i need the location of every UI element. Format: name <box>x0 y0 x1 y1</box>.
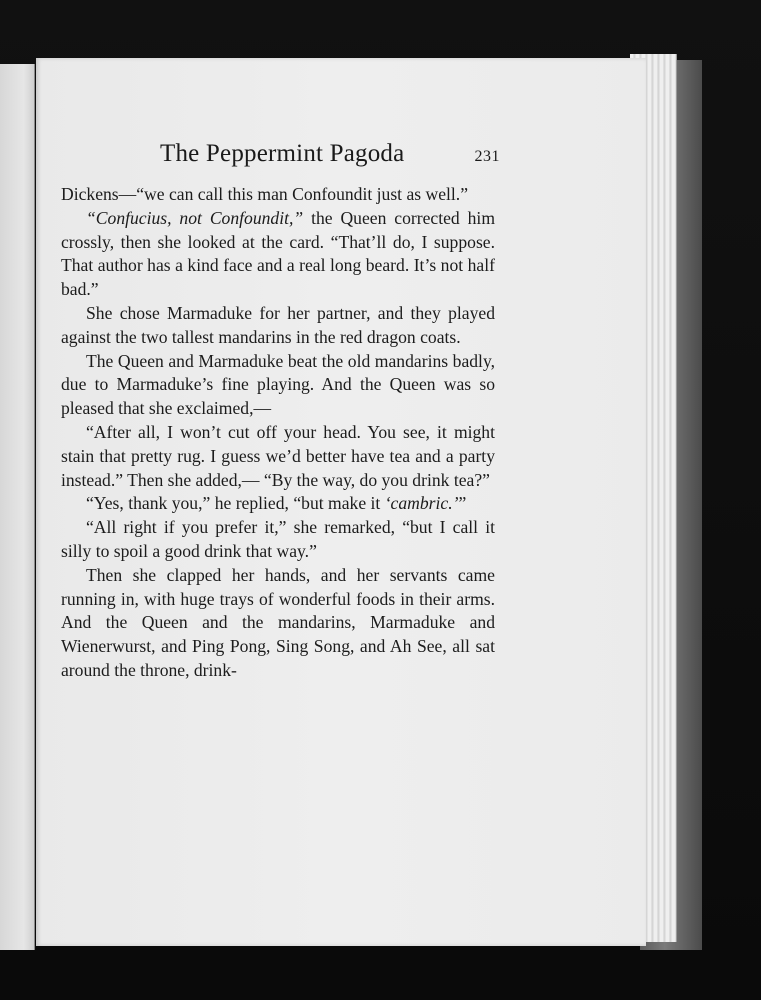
paragraph <box>61 516 495 564</box>
paragraph <box>61 302 495 350</box>
paragraph <box>61 350 495 421</box>
text-run: “Yes, thank you,” he replied, “but make it <box>86 493 385 514</box>
text-run: “After all, I won’t cut off your head. You see, it might stain that pretty rug. I guess we’d better have tea and a party instead.” Then she added,— “By the way, do you drink tea?” <box>61 421 495 490</box>
text-run: The Queen and Marmaduke beat the old mandarins badly, due to Marmaduke’s fine playing. And the Queen was so pleased that she exclaimed,— <box>61 350 495 419</box>
text-run: Then she clapped her hands, and her servants came running in, with huge trays of wonderful foods in their arms. And the Queen and the mandarins, Marmaduke and Wienerwurst, and Ping Pong, Sing Song, and Ah See, all sat around the throne, drink- <box>61 564 495 680</box>
italic-text-run: ‘cambric.’ <box>384 493 459 514</box>
facing-page-edge <box>0 64 35 950</box>
paragraph <box>61 207 495 302</box>
text-run: the Queen corrected him crossly, then she looked at the card. “That’ll do, I suppose. That author has a kind face and a real long beard. It’s not half bad.” <box>61 207 495 300</box>
paragraph <box>61 492 495 516</box>
italic-text-run: “Confucius, not Confoundit,” <box>86 207 304 228</box>
page-header <box>160 140 500 180</box>
text-run: She chose Marmaduke for her partner, and they played against the two tallest mandarins in the red dragon coats. <box>61 302 495 347</box>
body-text <box>61 183 495 683</box>
text-run: “All right if you prefer it,” she remarked, “but I call it silly to spoil a good drink that way.” <box>61 517 495 561</box>
paragraph <box>61 564 495 683</box>
running-title: The Peppermint Pagoda <box>160 140 405 167</box>
paragraph <box>61 183 495 207</box>
paragraph <box>61 421 495 492</box>
text-run: ” <box>458 493 467 514</box>
text-run: Dickens—“we can call this man Confoundit just as well.” <box>61 184 469 204</box>
page-number: 231 <box>474 148 500 165</box>
